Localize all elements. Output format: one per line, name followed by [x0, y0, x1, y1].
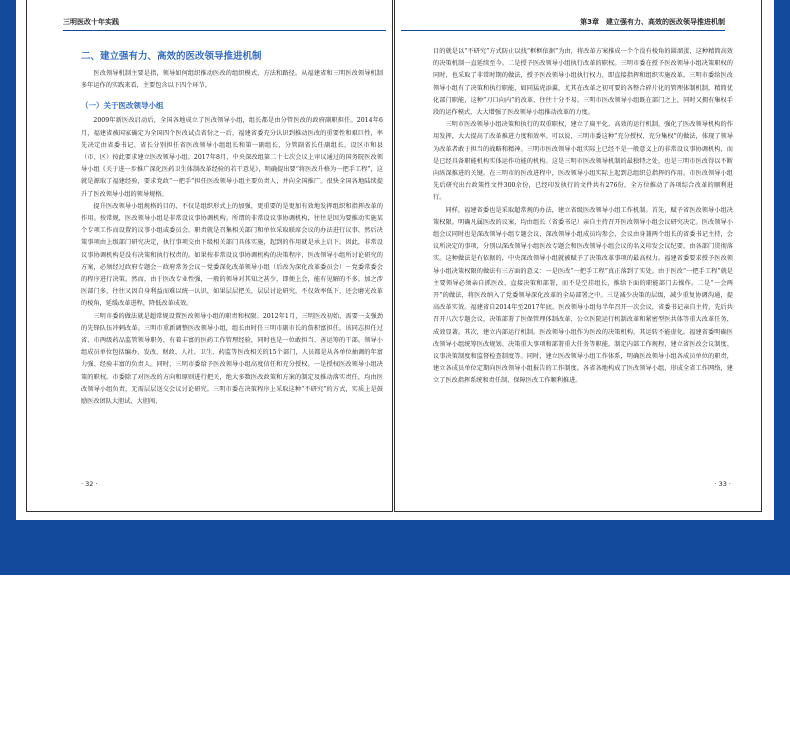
body-paragraph: 提升医改领导小组规格的目的，不仅是组织形式上的加强，更重要的是更加有效地发挥组织和指挥改革的作用。按常规，医改领导小组是非常设议事协调机构。所谓的非常设议事协调机构，往往是因为要推动实施某个专项工作而设置的议事小组或委员会，职责就是召集相关部门和单位采取联席会议的办法进行议事，然后决策事项由上级部门研究决定，执行事项交由下级相关部门具体实施，起到的作用就是承上启下。因此，非常设议事协调机构是没有决策和执行权责的。如果按非常设议事协调机构的决策程序，医改领导小组所讨论研究的方案，必须经过政府专题会－政府常务会议－党委深化改革领导小组（后改为深化改革委员会）－党委常委会的程序进行决策。然而，由于医改专业性强，一般的领导对其知之甚少，即便上会，能有见解的不多。加之涉医部门多，往往又因自身利益而难以统一认识，如果层层把关，层层讨论研究，不仅效率低下，还会磨光改革的棱角，延缓改革进程，降低改革成效。: [81, 202, 383, 308]
section-title: 二、建立强有力、高效的医改领导推进机制: [81, 51, 262, 62]
header-rule: [63, 30, 386, 31]
body-paragraph: 三明市医改领导小组决策和执行的双重职权，建立了扁平化、高效的运行机制，强化了医改领导机构的作用发挥，大大提高了改革推进力度和效率。可以说，三明市委这种“充分授权、充分集权”的做法，体现了领导为改革者敢于担当的战略和精神。三明市医改领导小组实际上已经不是一般意义上的非常设议事协调机构，而是已经具备职能机构实体运作功能的机构。这是三明市医改领导机制的最独特之处，也是三明市医改得以不断向纵深推进的关键。在三明市的医改进程中，医改领导小组实际上起到总组织总指挥的作用。市医改领导小组先后研究出台政策性文件300余份，已经印发执行的文件共有276份，全方位推动了各项综合改革的顺利进行。: [433, 121, 733, 202]
running-head: 第3章 建立强有力、高效的医改领导推进机制: [580, 18, 725, 26]
right-page: [394, 0, 762, 512]
page-body: [433, 46, 733, 388]
body-paragraph: 三明市委的做法就是超常规设置医改领导小组的职责和权限。2012年1月，三明医改初始，需要一支强劲的先锋队伍冲刺改革。三明市重新调整医改领导小组，组长由时任三明市副市长的詹积富担任，该同志担任过省、市两级药品监管领导职务，有着丰富的医药工作管理经验，同时也是一位敢担当、善运筹的干部。领导小组成员单位包括编办、发改、财政、人社、卫生、药监等医改相关的15个部门，人员都是从各单位抽调的年富力强、经验丰富的负责人。同时，三明市委给予医改领导小组高度信任和充分授权。一是授权医改领导小组决策的职权。市委除了对医改的方向和原则进行把关，绝大多数医改政策和方案的制定及推动落实责任，均由医改领导小组负责，无需层层送交会议讨论研究。三明市委在决策程序上采取这种“不研究”的方式，实质上是鼓励医改团队大胆试、大胆闯，: [81, 312, 383, 406]
running-head: 三明医改十年实践: [63, 18, 119, 26]
book-spread: [16, 0, 774, 520]
body-paragraph: 同样，福建省委也是采取超常规的办法，建立省级医改领导小组工作机制。首先，赋予省医改领导小组决策权限。明确凡属医改的议案，均由组长（省委书记）亲自主持召开医改领导小组会议研究决定。医改领导小组会议同时也是深改领导小组专题会议，深改领导小组成员均参会，会议由身兼两个组长的省委书记主持，会议所决定的事项，分别以深改领导小组医改专题会和医改领导小组会议的名义印发会议纪要，由各部门贯彻落实。这种做法是有依据的，中央深改领导小组就被赋予了决策改革事项的最高权力。福建省委要求授予医改领导小组决策权限的做法有三方面的意义：一是医改“一把手工程”真正落到了实处。由于医改“一把手工程”就是主要领导必须亲自抓医改、直接决策和部署，而不是空挂组长，推给下面的职能部门去操作。二是“一会两开”的做法，将医改纳入了党委领导深化改革的全局部署之中。三是减少决策的层级，减少重复协调沟通，提高改革实效。福建省自2014年至2017年底，医改领导小组每半年召开一次会议，省委书记亲自主持，先后共召开八次专题会议，决策部署了医保管理体制改革、公立医院运行机制改革和紧密型医共体等重大改革任务，成效显著。其次，建立内部运行机制。医改领导小组作为医改的决策机构，其运转不能虚化。福建省委明确医改领导小组统筹医改规划、决策重大事项和部署重大任务等职能，制定内部工作规程，建立省医改会议制度、议事决策制度和监督检查制度等。同时，建立医改领导小组工作体系，明确医改领导小组各成员单位的职责，建立各成员单位定期向医改领导小组报告的工作制度。各省各地构成了医改领导小组，形成全省工作网络，建立了医改指挥系统和责任制，保障医改工作顺利推进。: [433, 206, 733, 385]
body-paragraph: 目的就是以“不研究”方式防止以找“框框依据”为由，将改革方案推成一个个没有棱角的圆溜蛋，这种精简高效的决策机制一直延续至今。二是授予医改领导小组执行改革的职权。三明市委在授予医改领导小组决策职权的同时，也采取了非常时期的做法，授予医改领导小组执行权力，即直接指挥和组织实施改革。三明市委给医改领导小组有了决策和执行职能，如同猛虎添翼，尤其在改革之初可要的各整合碎片化的管理体制机制，精简优化部门职能，这种“刀口向内”的改革，往往十分不易。三明市医改领导小组既在部门之上，同时又拥有集权手段的运作模式，大大增强了医改领导小组推动改革的力度。: [433, 48, 733, 117]
page-body: [81, 44, 383, 408]
body-paragraph: 2009年新医改启动后，全国各地成立了医改领导小组，组长都是由分管医改的政府副职担任。2014年6月，福建省被国家确定为全国四个医改试点省份之一后，福建省委充分认识到推动医改的重要性和艰巨性，率先决定由省委书记、省长分别担任省医改领导小组组长和第一副组长，分管副省长任副组长，设区市和县（市、区）按此要求建立医改领导小组。2017年8月，中央深改组第二十七次会议上审议通过的国务院医改领导小组《关于进一步推广深化医药卫生体制改革经验的若干意见》，明确提出要“将医改升格为一把手工程”，这就是源取了福建经验，要求党政“一把手”担任医改领导小组主要负责人，并向全国推广。很快全国各地陆续提升了医改领导小组的领导规格。: [81, 117, 383, 198]
left-page: [26, 0, 393, 512]
page-number: · 33 ·: [714, 480, 731, 488]
subsection-title: （一）关于医改领导小组: [81, 101, 164, 111]
page-number: · 32 ·: [81, 480, 98, 488]
intro-paragraph: 医改领导机制主要是指，领导如何组织推动医改的组织模式、方法和路径。从福建省和三明医改领导机制多年运作的实践来看，主要包含以下四个环节。: [81, 70, 383, 90]
header-rule: [401, 30, 725, 31]
band-divider: [0, 575, 790, 584]
